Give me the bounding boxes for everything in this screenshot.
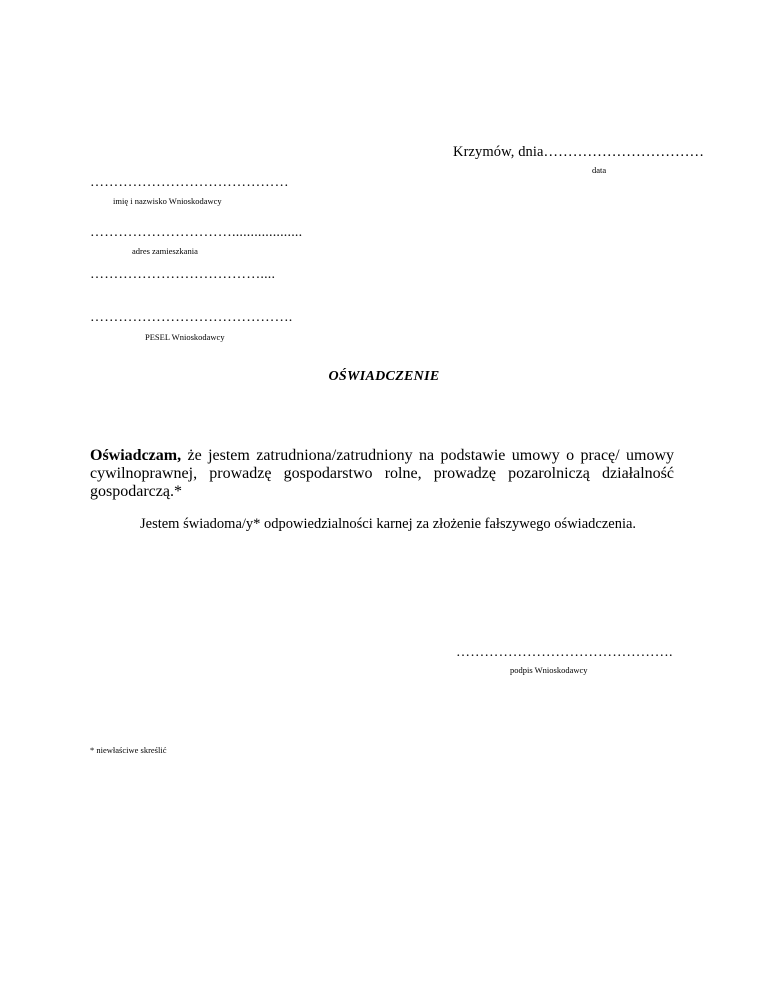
footnote: * niewłaściwe skreślić: [90, 745, 167, 755]
declaration-line-2: cywilnoprawnej, prowadzę gospodarstwo rolne, prowadzę pozarolniczą działalność: [90, 465, 674, 482]
address-field-dots: …………………………...................: [90, 225, 303, 240]
declaration-paragraph: [90, 447, 674, 501]
declaration-line-3: gospodarczą.*: [90, 483, 182, 500]
signature-caption: podpis Wnioskodawcy: [510, 665, 588, 675]
name-field-caption: imię i nazwisko Wnioskodawcy: [113, 196, 222, 206]
awareness-statement: Jestem świadoma/y* odpowiedzialności karnej za złożenie fałszywego oświadczenia.: [140, 516, 637, 532]
name-field-dots: ……………………………………: [90, 175, 289, 190]
address-continuation-dots: ………………………………....: [90, 267, 276, 282]
document-title: OŚWIADCZENIE: [328, 369, 440, 384]
signature-dots: ……………………………………….: [456, 645, 673, 660]
pesel-field-caption: PESEL Wnioskodawcy: [145, 332, 225, 342]
declaration-lead: Oświadczam,: [90, 447, 182, 464]
place-date-line: Krzymów, dnia……………………………: [453, 144, 705, 160]
address-field-caption: adres zamieszkania: [132, 246, 198, 256]
declaration-line-1: [90, 447, 674, 465]
declaration-line-1-text: że jestem zatrudniona/zatrudniony na podstawie umowy o pracę/ umowy: [181, 447, 674, 464]
pesel-field-dots: …………………………………….: [90, 310, 293, 325]
date-caption: data: [592, 165, 607, 175]
